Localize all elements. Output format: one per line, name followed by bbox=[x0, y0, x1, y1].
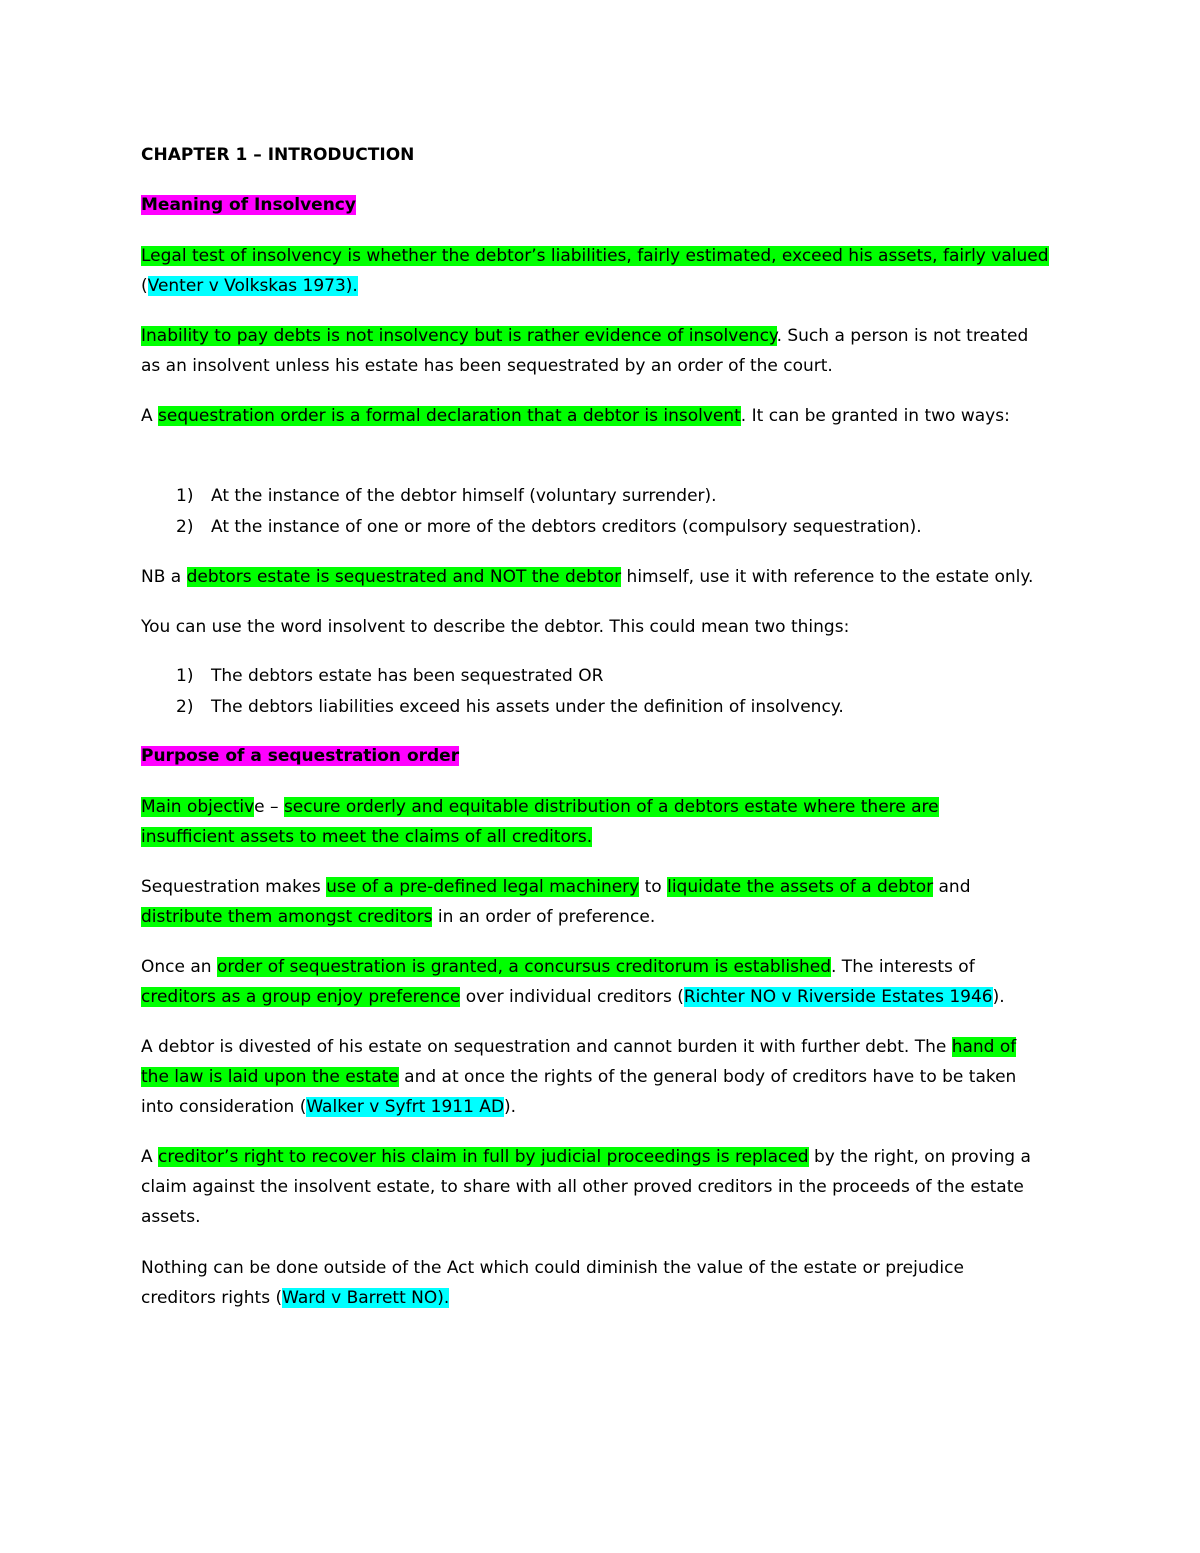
text: to bbox=[639, 877, 668, 897]
text: in an order of preference. bbox=[432, 907, 656, 927]
text: e – bbox=[254, 797, 284, 817]
list-item bbox=[141, 664, 603, 688]
paragraph-line bbox=[141, 404, 1010, 428]
highlight-text: Inability to pay debts is not insolvency but is rather evidence of insolvency bbox=[141, 326, 777, 346]
paragraph-line bbox=[141, 1286, 449, 1310]
text: NB a bbox=[141, 567, 187, 587]
paragraph-line bbox=[141, 244, 1049, 268]
text: ). bbox=[504, 1097, 517, 1117]
text: himself, use it with reference to the estate only. bbox=[621, 567, 1034, 587]
paragraph-line bbox=[141, 795, 939, 819]
heading-text: Meaning of Insolvency bbox=[141, 195, 356, 215]
text: ). bbox=[992, 987, 1005, 1007]
highlight-text: hand of bbox=[951, 1037, 1017, 1057]
list-text: The debtors liabilities exceed his assets under the definition of insolvency. bbox=[211, 697, 844, 717]
paragraph-line bbox=[141, 274, 358, 298]
text: A debtor is divested of his estate on sequestration and cannot burden it with further debt. The bbox=[141, 1037, 952, 1057]
text: . It can be granted in two ways: bbox=[740, 406, 1010, 426]
text: . The interests of bbox=[831, 957, 975, 977]
paragraph-line bbox=[141, 955, 975, 979]
highlight-text: order of sequestration is granted, a concursus creditorum is established bbox=[216, 957, 831, 977]
highlight-text: secure orderly and equitable distribution of a debtors estate where there are bbox=[283, 797, 939, 817]
text: . Such a person is not treated bbox=[776, 326, 1029, 346]
text: ( bbox=[141, 276, 148, 296]
list-text: The debtors estate has been sequestrated OR bbox=[211, 666, 604, 686]
highlight-text: liquidate the assets of a debtor bbox=[667, 877, 934, 897]
paragraph-line bbox=[141, 985, 1005, 1009]
heading-text: Purpose of a sequestration order bbox=[141, 746, 460, 766]
paragraph-line bbox=[141, 1095, 516, 1119]
paragraph-line: as an insolvent unless his estate has been sequestrated by an order of the court. bbox=[141, 356, 833, 376]
paragraph-line bbox=[141, 1065, 1016, 1089]
list-text: At the instance of one or more of the debtors creditors (compulsory sequestration). bbox=[211, 517, 922, 537]
paragraph-line: claim against the insolvent estate, to share with all other proved creditors in the proceeds of the estate bbox=[141, 1177, 1024, 1197]
text: creditors rights ( bbox=[141, 1288, 283, 1308]
section-heading-purpose bbox=[141, 744, 459, 768]
chapter-title: CHAPTER 1 – INTRODUCTION bbox=[141, 145, 415, 165]
paragraph-line bbox=[141, 565, 1033, 589]
case-citation: Walker v Syfrt 1911 AD bbox=[306, 1097, 505, 1117]
highlight-text: sequestration order is a formal declaration that a debtor is insolvent bbox=[158, 406, 741, 426]
list-number: 2) bbox=[176, 697, 194, 717]
highlight-text: debtors estate is sequestrated and NOT the debtor bbox=[186, 567, 622, 587]
text: A bbox=[141, 1147, 159, 1167]
paragraph-line: assets. bbox=[141, 1207, 201, 1227]
text: A bbox=[141, 406, 159, 426]
text: and at once the rights of the general body of creditors have to be taken bbox=[398, 1067, 1017, 1087]
text: over individual creditors ( bbox=[460, 987, 684, 1007]
list-text: At the instance of the debtor himself (voluntary surrender). bbox=[211, 486, 717, 506]
case-citation: Ward v Barrett NO). bbox=[282, 1288, 450, 1308]
section-heading-meaning bbox=[141, 193, 356, 217]
paragraph-line: Nothing can be done outside of the Act which could diminish the value of the estate or prejudice bbox=[141, 1258, 964, 1278]
list-number: 1) bbox=[176, 666, 194, 686]
highlight-text: Main objectiv bbox=[141, 797, 255, 817]
list-number: 2) bbox=[176, 517, 194, 537]
text: into consideration ( bbox=[141, 1097, 307, 1117]
highlight-text: insufficient assets to meet the claims of all creditors. bbox=[141, 827, 593, 847]
list-item bbox=[141, 695, 844, 719]
paragraph-line bbox=[141, 905, 655, 929]
case-citation: Richter NO v Riverside Estates 1946 bbox=[683, 987, 993, 1007]
highlight-text: distribute them amongst creditors bbox=[141, 907, 433, 927]
text: and bbox=[933, 877, 971, 897]
paragraph-line bbox=[141, 324, 1028, 348]
highlight-text: Legal test of insolvency is whether the debtor’s liabilities, fairly estimated, exceed his assets, fairly valued bbox=[141, 246, 1049, 266]
text: Once an bbox=[141, 957, 217, 977]
list-item bbox=[141, 484, 717, 508]
paragraph-line bbox=[141, 1035, 1016, 1059]
case-citation: Venter v Volkskas 1973). bbox=[147, 276, 358, 296]
highlight-text: use of a pre-defined legal machinery bbox=[326, 877, 640, 897]
highlight-text: the law is laid upon the estate bbox=[141, 1067, 399, 1087]
paragraph-line bbox=[141, 825, 592, 849]
list-number: 1) bbox=[176, 486, 194, 506]
list-item bbox=[141, 515, 922, 539]
paragraph-line bbox=[141, 1145, 1031, 1169]
text: by the right, on proving a bbox=[808, 1147, 1031, 1167]
paragraph-line bbox=[141, 875, 971, 899]
text: Sequestration makes bbox=[141, 877, 327, 897]
paragraph-line: You can use the word insolvent to describe the debtor. This could mean two things: bbox=[141, 617, 850, 637]
highlight-text: creditors as a group enjoy preference bbox=[141, 987, 461, 1007]
highlight-text: creditor’s right to recover his claim in full by judicial proceedings is replaced bbox=[158, 1147, 809, 1167]
